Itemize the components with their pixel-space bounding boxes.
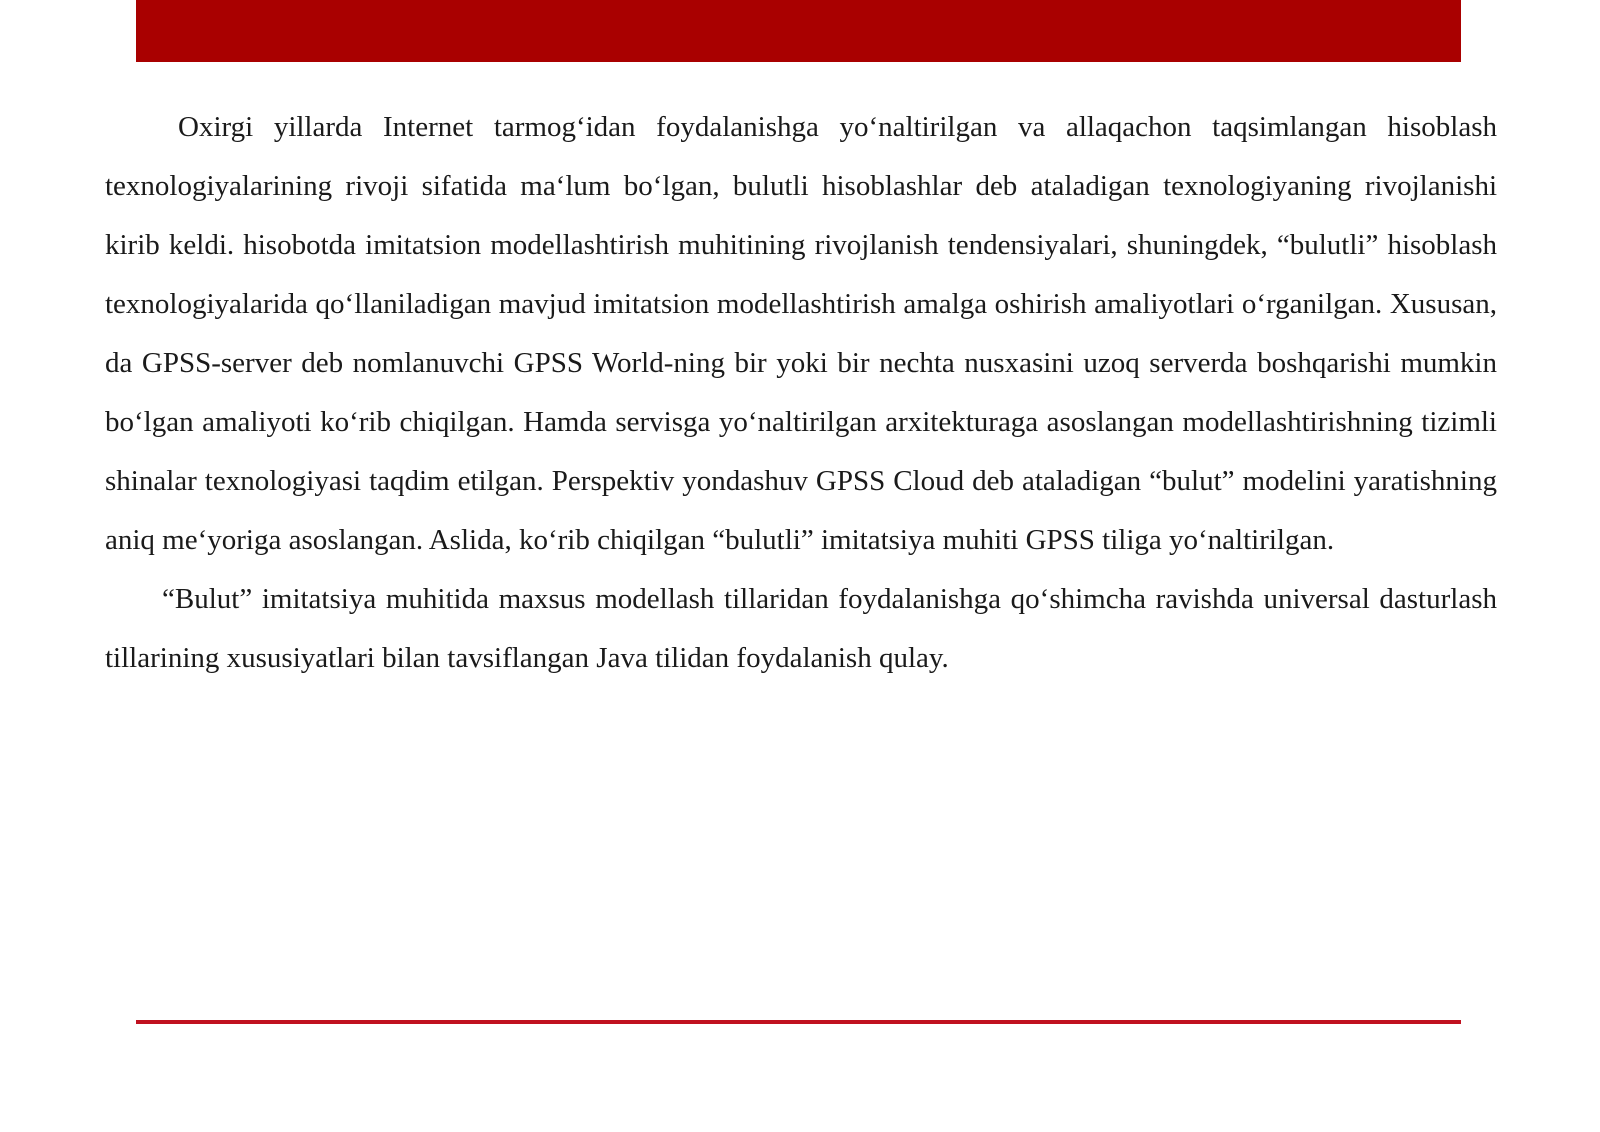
paragraph-2: “Bulut” imitatsiya muhitida maxsus modellash tillaridan foydalanishga qo‘shimcha ravishda universal dasturlash tillarining xususiyatlari bilan tavsiflangan Java tilidan foydalanish qulay. bbox=[105, 583, 1497, 674]
body-text bbox=[105, 98, 1497, 688]
footer-divider bbox=[136, 1020, 1461, 1024]
paragraph-1: Oxirgi yillarda Internet tarmog‘idan foydalanishga yo‘naltirilgan va allaqachon taqsimlangan hisoblash texnologiyalarining rivoji sifatida ma‘lum bo‘lgan, bulutli hisoblashlar deb ataladigan texnologiyaning rivojlanishi kirib keldi. hisobotda imitatsion modellashtirish muhitining rivojlanish tendensiyalari, shuningdek, “bulutli” hisoblash texnologiyalarida qo‘llaniladigan mavjud imitatsion modellashtirish amalga oshirish amaliyotlari o‘rganilgan. Xususan, da GPSS-server deb nomlanuvchi GPSS World-ning bir yoki bir nechta nusxasini uzoq serverda boshqarishi mumkin bo‘lgan amaliyoti ko‘rib chiqilgan. Hamda servisga yo‘naltirilgan arxitekturaga asoslangan modellashtirishning tizimli shinalar texnologiyasi taqdim etilgan. Perspektiv yondashuv GPSS Cloud deb ataladigan “bulut” modelini yaratishning aniq me‘yoriga asoslangan. Aslida, ko‘rib chiqilgan “bulutli” imitatsiya muhiti GPSS tiliga yo‘naltirilgan. bbox=[105, 111, 1497, 556]
header-bar bbox=[136, 0, 1461, 62]
